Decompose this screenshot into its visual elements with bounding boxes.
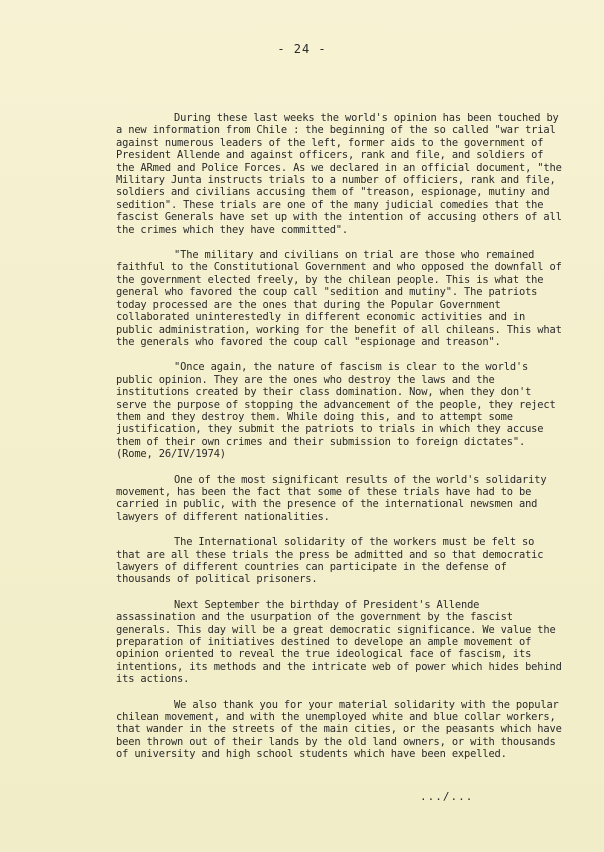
paragraph-2: "The military and civilians on trial are those who remained faithful to the Constitutional Government and who opposed the downfall of the government elected freely, by the chilean people. This is what the general who favored the coup call "sedition and mutiny". The patriots today processed are the ones that during the Popular Government collaborated uninterestedly in different economic activities and in public administration, working for the benefit of all chileans. This what the generals who favored the coup call "espionage and treason". [116, 249, 562, 348]
paragraph-5: The International solidarity of the workers must be felt so that are all these trials the press be admitted and so that democratic lawyers of different countries can participate in the defense of thousands of political prisoners. [116, 536, 544, 586]
paragraph-7: We also thank you for your material solidarity with the popular chilean movement, and with the unemployed white and blue collar workers, that wander in the streets of the main cities, or the peasants which have been thrown out of their lands by the old land owners, or with thousands of university and high school students which have been expelled. [116, 698, 562, 761]
paragraph-1: During these last weeks the world's opinion has been touched by a new information from Chile : the beginning of the so called "war trial against numerous leaders of the left, former aids to the government of President Allende and against officers, rank and file, and soldiers of the ARmed and Police Forces. As we declared in an official document, "the Military Junta instructs trials to a number of officiers, rank and file, soldiers and civilians accusing them of "treason, espionage, mutiny and sedition". These trials are one of the many judicial comedies that the fascist Generals have set up with the intention of accusing others of all the crimes which they have committed". [116, 112, 562, 236]
paragraph-4: One of the most significant results of the world's solidarity movement, has been the fact that some of these trials have had to be carried in public, with the presence of the international newsmen and lawyers of different nationalities. [116, 473, 547, 523]
paragraph-3: "Once again, the nature of fascism is clear to the world's public opinion. They are the ones who destroy the laws and the institutions created by their class domination. Now, when they don't serve the purpose of stopping the advancement of the people, they reject them and they destroy them. While doing this, and to attempt some justification, they submit the patriots to trials in which they accuse them of their own crimes and their submission to foreign dictates". (Rome, 26/IV/1974) [116, 361, 556, 461]
page-number: - 24 - [277, 42, 327, 56]
paragraph-6: Next September the birthday of President's Allende assassination and the usurpation of the government by the fascist generals. This day will be a great democratic significance. We value the preparation of initiatives destined to develope an ample movement of opinion oriented to reveal the true ideological face of fascism, its intentions, its methods and the intricate web of power which hides behind its actions. [116, 598, 562, 686]
continued-marker: .../... [420, 790, 474, 803]
document-body [116, 112, 564, 774]
